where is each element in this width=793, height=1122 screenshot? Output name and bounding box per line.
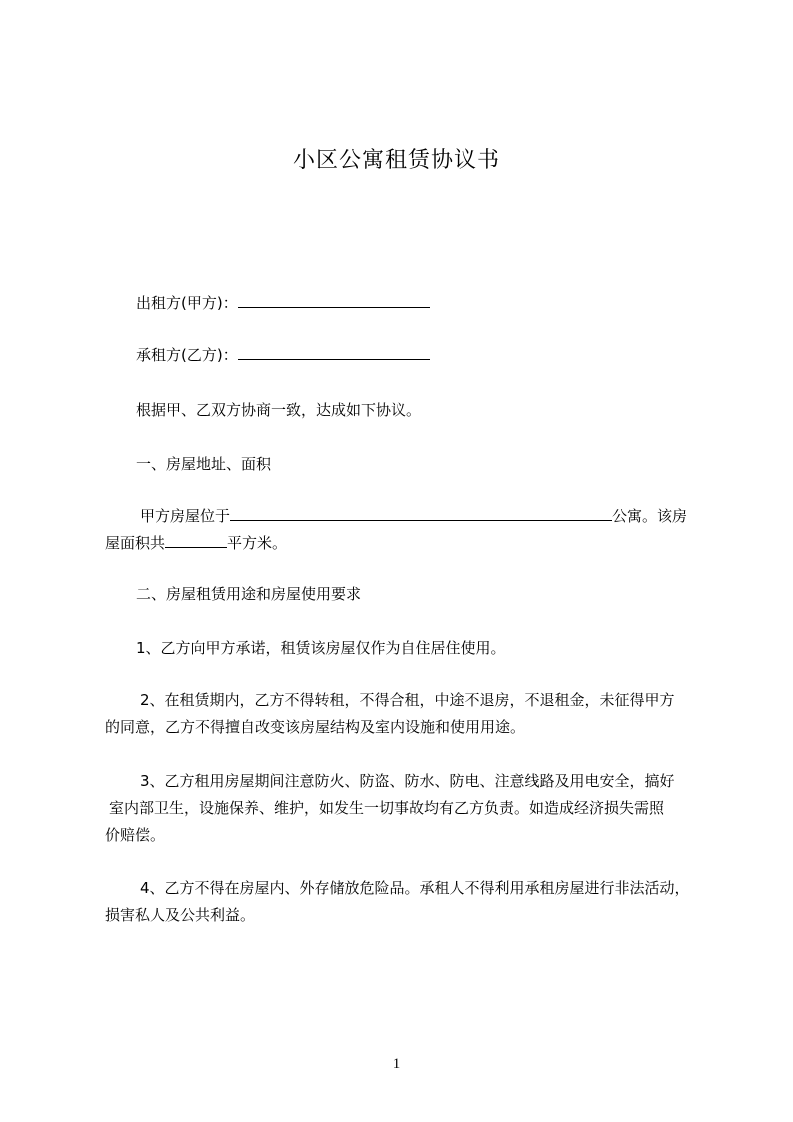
section-2-heading: 二、房屋租赁用途和房屋使用要求 [136, 585, 362, 603]
intro-text: 根据甲、乙双方协商一致，达成如下协议。 [136, 401, 422, 419]
document-title: 小区公寓租赁协议书 [292, 148, 500, 173]
area-line [105, 533, 287, 553]
area-suffix: 平方米。 [227, 534, 288, 552]
lessor-label: 出租方(甲方)： [136, 294, 238, 312]
clause-1: 1、乙方向甲方承诺，租赁该房屋仅作为自住居住使用。 [136, 639, 506, 657]
address-suffix: 公寓。该房 [612, 507, 688, 525]
clause-4-line-1: 4、乙方不得在房屋内、外存储放危险品。承租人不得利用承租房屋进行非法活动， [140, 879, 690, 897]
address-prefix: 甲方房屋位于 [140, 507, 231, 525]
lessee-label: 承租方(乙方)： [136, 346, 238, 364]
clause-2-line-1: 2、在租赁期内，乙方不得转租，不得合租，中途不退房，不退租金，未征得甲方 [140, 691, 675, 709]
lessee-line [136, 345, 430, 365]
lessor-blank [238, 293, 430, 308]
section-1-heading: 一、房屋地址、面积 [136, 455, 272, 473]
address-line [140, 506, 687, 526]
address-blank-2 [358, 506, 612, 521]
clause-3-line-1: 3、乙方租用房屋期间注意防火、防盗、防水、防电、注意线路及用电安全，搞好 [140, 772, 675, 790]
clause-2-line-2: 的同意，乙方不得擅自改变该房屋结构及室内设施和使用用途。 [105, 718, 526, 736]
clause-3-line-3: 价赔偿。 [105, 826, 166, 844]
clause-3-line-2: 室内部卫生，设施保养、维护，如发生一切事故均有乙方负责。如造成经济损失需照 [109, 799, 665, 817]
lessor-line [136, 293, 430, 313]
page-number: 1 [392, 1056, 401, 1072]
area-prefix: 屋面积共 [105, 534, 166, 552]
clause-4-line-2: 损害私人及公共利益。 [105, 906, 256, 924]
area-blank [165, 533, 227, 548]
address-blank-1 [230, 506, 358, 521]
lessee-blank [238, 345, 430, 360]
